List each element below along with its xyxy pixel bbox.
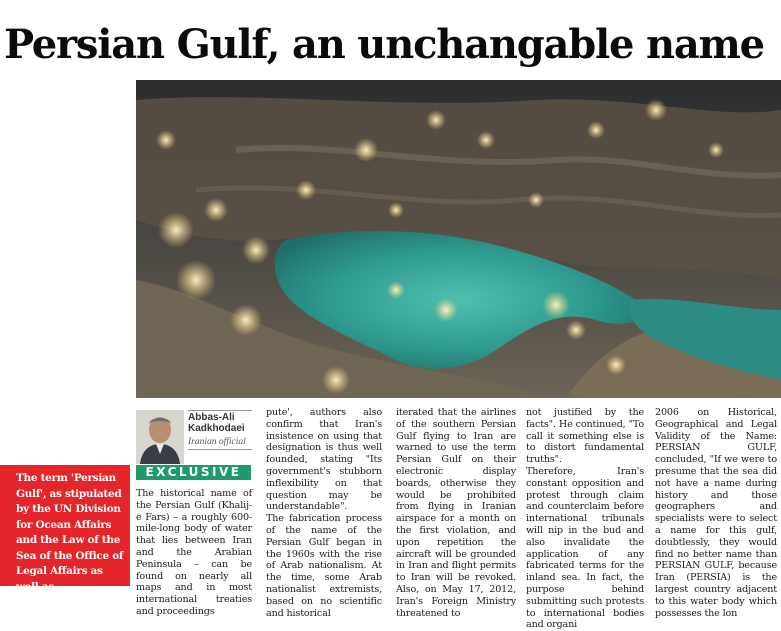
paragraph: pute', authors also confirm that Iran's insistence on using that designation is thus well founded, stating "Its government's stubborn inflexibility on that question may be understandable". (266, 407, 382, 513)
article-column-3 (396, 407, 516, 619)
paragraph: The historical name of the Persian Gulf (Khalij-e Fars) – a roughly 600-mile-long body of water that lies between Iran and the Arabian Peninsula – can be found on nearly all maps and in most international treaties and proceedings (136, 488, 252, 617)
paragraph: not justified by the facts". He continued, "To call it something else is to distort fundamental truths". (526, 407, 644, 466)
divider (188, 410, 252, 411)
article-column-4 (526, 407, 644, 631)
pull-quote-text: The term 'Persian Gulf', as stipulated by the UN Division for Ocean Affairs and the Law of the Sea of the Office of Legal Affairs as well as (16, 472, 124, 593)
article-column-1 (136, 488, 252, 617)
article-column-5 (655, 407, 777, 619)
satellite-photo (136, 80, 781, 398)
pull-quote (0, 465, 130, 593)
paragraph: iterated that the airlines of the southern Persian Gulf flying to Iran are warned to use the term Persian Gulf on their electronic display boards, otherwise they would be prohibited from flying in Iranian airspace for a month on the first violation, and upon repetition the aircraft will be grounded in Iran and flight permits to Iran will be revoked. Also, on May 17, 2012, Iran's Foreign Ministry threatened to (396, 407, 516, 619)
author-name: Abbas-Ali Kadkhodaei (188, 412, 245, 434)
headline: Persian Gulf, an unchangable name (4, 21, 764, 68)
article-column-2 (266, 407, 382, 619)
divider (188, 449, 252, 450)
author-photo (136, 410, 184, 464)
exclusive-badge: EXCLUSIVE (136, 465, 251, 480)
author-role: Iranian official (188, 437, 246, 447)
paragraph: The fabrication process of the name of the Persian Gulf began in the 1960s with the rise of Arab nationalism. At the time, some Arab nationalist extremists, based on no scientific and historical (266, 513, 382, 619)
paragraph: Therefore, Iran's constant opposition and protest through claim and counterclaim before international tribunals will nip in the bud and also invalidate the application of any fabricated terms for the inland sea. In fact, the purpose behind submitting such protests to international bodies and organi (526, 465, 644, 631)
paragraph: 2006 on Historical, Geographical and Legal Validity of the Name: PERSIAN GULF, concluded, "If we were to presume that the sea did not have a name during history and those geographers and specialists were to select a name for this gulf, doubtlessly, they would find no better name than PERSIAN GULF, because Iran (PERSIA) is the largest country adjacent to this water body which possesses the lon (655, 407, 777, 619)
